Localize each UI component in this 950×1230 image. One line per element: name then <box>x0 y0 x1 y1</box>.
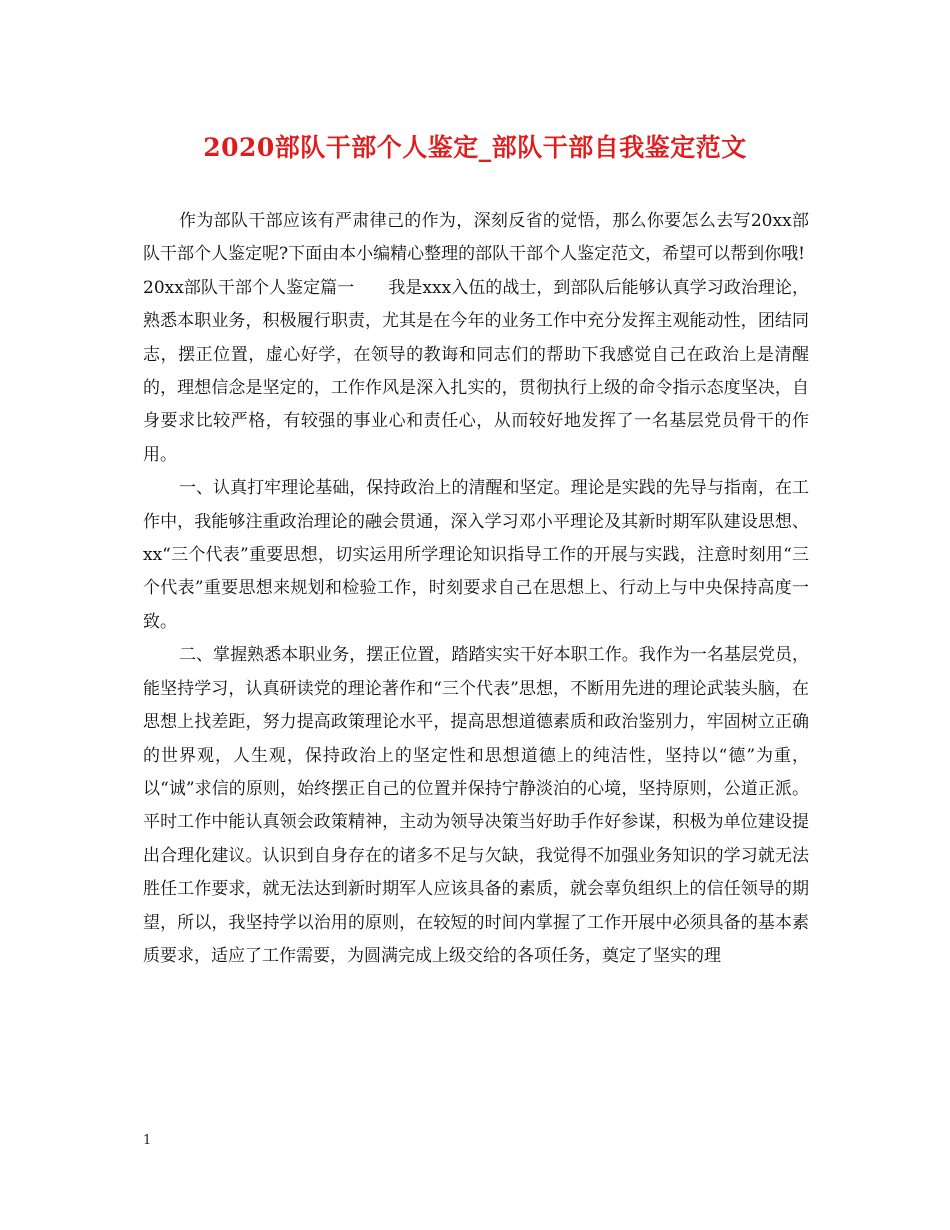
document-title: 2020部队干部个人鉴定_部队干部自我鉴定范文 <box>203 133 747 162</box>
page-number: 1 <box>143 1133 152 1148</box>
paragraph-point-one: 一、认真打牢理论基础，保持政治上的清醒和坚定。理论是实践的先导与指南，在工作中，我能够注重政治理论的融会贯通，深入学习邓小平理论及其新时期军队建设思想、xx“三个代表”重要思想，切实运用所学理论知识指导工作的开展与实践，注意时刻用“三个代表”重要思想来规划和检验工作，时刻要求自己在思想上、行动上与中央保持高度一致。 <box>143 478 809 632</box>
paragraph-section-one: 20xx部队干部个人鉴定篇一 我是xxx入伍的战士，到部队后能够认真学习政治理论，熟悉本职业务，积极履行职责，尤其是在今年的业务工作中充分发挥主观能动性，团结同志，摆正位置，虚心好学，在领导的教诲和同志们的帮助下我感觉自己在政治上是清醒的，理想信念是坚定的，工作作风是深入扎实的，贯彻执行上级的命令指示态度坚决，自身要求比较严格，有较强的事业心和责任心，从而较好地发挥了一名基层党员骨干的作用。 <box>143 277 809 465</box>
document-body <box>143 205 809 973</box>
paragraph-intro: 作为部队干部应该有严肃律己的作为，深刻反省的觉悟，那么你要怎么去写20xx部队干部个人鉴定呢?下面由本小编精心整理的部队干部个人鉴定范文，希望可以帮到你哦! <box>143 211 809 265</box>
paragraph-point-two: 二、掌握熟悉本职业务，摆正位置，踏踏实实干好本职工作。我作为一名基层党员，能坚持学习，认真研读党的理论著作和“三个代表”思想，不断用先进的理论武装头脑，在思想上找差距，努力提高政策理论水平，提高思想道德素质和政治鉴别力，牢固树立正确的世界观，人生观，保持政治上的坚定性和思想道德上的纯洁性，坚持以“德”为重，以“诚”求信的原则，始终摆正自己的位置并保持宁静淡泊的心境，坚持原则，公道正派。平时工作中能认真领会政策精神，主动为领导决策当好助手作好参谋，积极为单位建设提出合理化建议。认识到自身存在的诸多不足与欠缺，我觉得不加强业务知识的学习就无法胜任工作要求，就无法达到新时期军人应该具备的素质，就会辜负组织上的信任领导的期望，所以，我坚持学以治用的原则，在较短的时间内掌握了工作开展中必须具备的基本素质要求，适应了工作需要，为圆满完成上级交给的各项任务，奠定了坚实的理 <box>143 645 809 966</box>
